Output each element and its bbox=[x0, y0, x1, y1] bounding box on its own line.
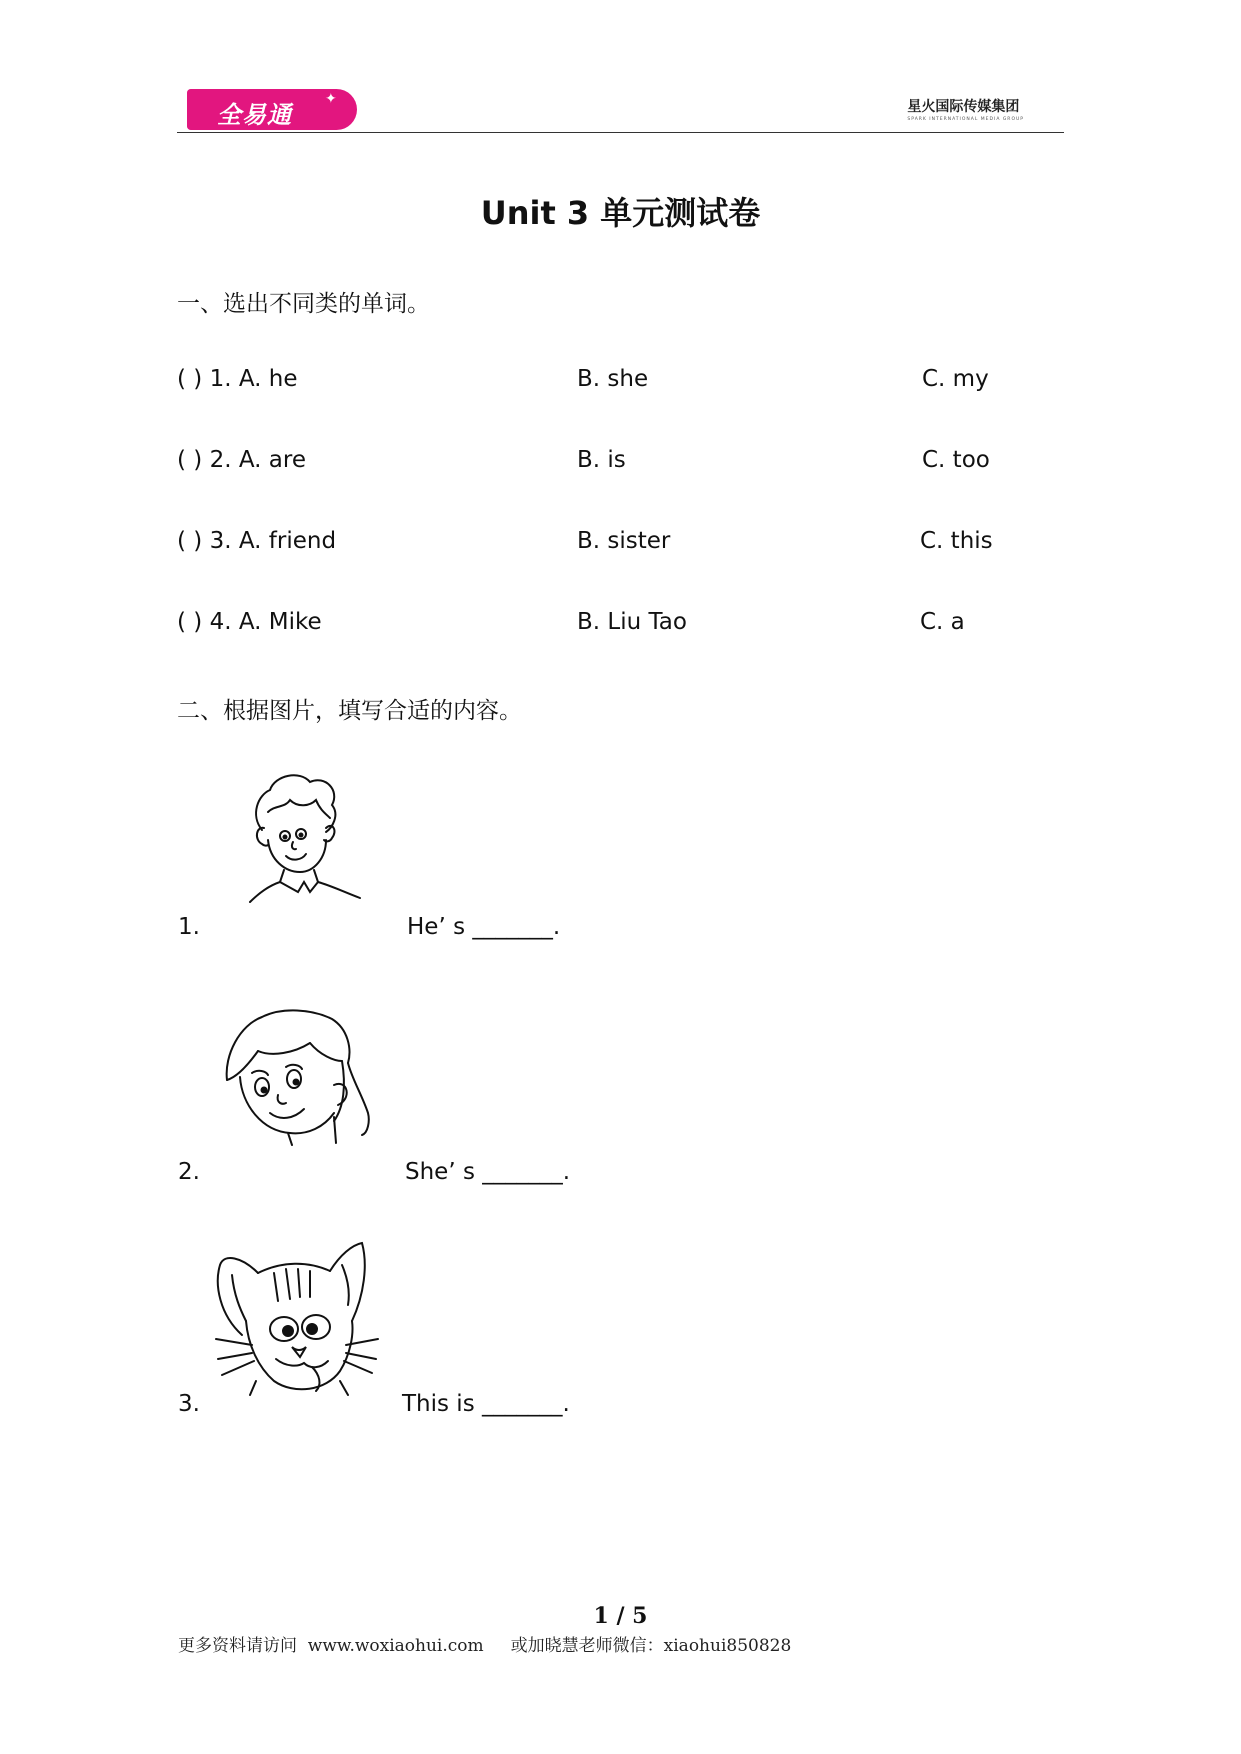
fill-item-1-sentence: He’ s _______. bbox=[407, 914, 561, 940]
publisher-name: 星火国际传媒集团 bbox=[907, 99, 1020, 115]
fill-item-3-sentence: This is _______. bbox=[402, 1391, 570, 1417]
brand-logo bbox=[187, 89, 357, 130]
fill-item-2-number: 2. bbox=[178, 1159, 200, 1185]
question-3-option-c: C. this bbox=[920, 528, 993, 554]
sparkle-icon: ✦ bbox=[325, 91, 337, 107]
page-title: Unit 3 单元测试卷 bbox=[480, 194, 761, 232]
question-2-option-c: C. too bbox=[922, 447, 990, 473]
question-3-option-a: ( ) 3. A. friend bbox=[177, 528, 337, 554]
publisher-english-name: SPARK INTERNATIONAL MEDIA GROUP bbox=[907, 117, 1024, 122]
section-1-heading: 一、选出不同类的单词。 bbox=[177, 291, 430, 317]
question-3-option-b: B. sister bbox=[577, 528, 671, 554]
header-divider bbox=[177, 132, 1064, 133]
question-2-option-a: ( ) 2. A. are bbox=[177, 447, 306, 473]
fill-item-3-number: 3. bbox=[178, 1391, 200, 1417]
question-2-option-b: B. is bbox=[577, 447, 626, 473]
logo-text: 全易通 bbox=[217, 100, 292, 129]
question-1-option-a: ( ) 1. A. he bbox=[177, 366, 298, 392]
boy-illustration bbox=[240, 770, 370, 905]
question-1-option-c: C. my bbox=[922, 366, 989, 392]
question-4-option-a: ( ) 4. A. Mike bbox=[177, 609, 322, 635]
cat-illustration bbox=[212, 1235, 382, 1405]
question-1-option-b: B. she bbox=[577, 366, 649, 392]
girl-illustration bbox=[222, 995, 382, 1155]
question-4-option-b: B. Liu Tao bbox=[577, 609, 687, 635]
fill-item-1-number: 1. bbox=[178, 914, 200, 940]
fill-item-2-sentence: She’ s _______. bbox=[405, 1159, 571, 1185]
section-2-heading: 二、根据图片，填写合适的内容。 bbox=[177, 698, 522, 724]
footer-note: 更多资料请访问 www.woxiaohui.com 或加晓慧老师微信：xiaohui850828 bbox=[178, 1636, 792, 1656]
page-number: 1 / 5 bbox=[593, 1603, 648, 1629]
publisher-mark bbox=[907, 96, 1024, 122]
question-4-option-c: C. a bbox=[920, 609, 965, 635]
